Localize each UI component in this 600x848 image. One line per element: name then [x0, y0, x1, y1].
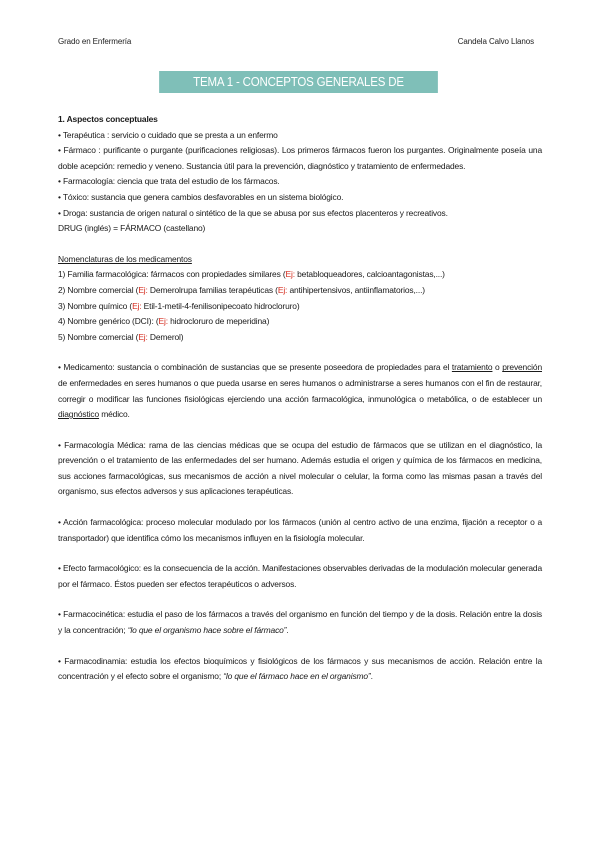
- example-label: Ej:: [138, 331, 148, 342]
- def-farmaco: • Fármaco : purificante o purgante (purificaciones religiosas). Los primeros fármacos fueron los purgantes. Originalmente poseía una doble acepción: remedio y veneno. Sustancia útil para la prevención, diagnóstico y tratamiento de enfermedades.: [58, 145, 542, 171]
- header-course: Grado en Enfermería: [58, 37, 132, 46]
- example-label: Ej:: [158, 316, 168, 327]
- def-farmacocinetica: • Farmacocinética: estudia el paso de los fármacos a través del organismo en función del tiempo y de la dosis. Relación entre la dosis y la concentración; “lo que el organismo hace sobre el fármaco”.: [58, 609, 542, 636]
- nomenclature-item: 5) Nombre comercial (Ej: Demerol): [58, 331, 184, 342]
- example-label: Ej:: [132, 300, 142, 311]
- def-medicamento: • Medicamento: sustancia o combinación de sustancias que se presente poseedora de propiedades para el tratamiento o prevención de enfermedades en seres humanos o que pueda usarse en seres humanos o administrarse a seres humanos con el fin de restaurar, corregir o modificar las funciones fisiológicas ejerciendo una acción farmacológica, inmunológica o metabólica, o de establecer un diagnóstico médico.: [58, 362, 542, 420]
- drug-translation: DRUG (inglés) = FÁRMACO (castellano): [58, 223, 206, 234]
- def-toxico: • Tóxico: sustancia que genera cambios desfavorables en un sistema biológico.: [58, 191, 344, 202]
- def-terapeutica: • Terapéutica : servicio o cuidado que se presta a un enfermo: [58, 129, 278, 140]
- nomenclature-item: 3) Nombre químico (Ej: Etil-1-metil-4-fenilisonipecoato hidrocloruro): [58, 300, 300, 311]
- nomenclature-item: 4) Nombre genérico (DCI): (Ej: hidrocloruro de meperidina): [58, 316, 270, 327]
- header-author: Candela Calvo Llanos: [457, 37, 534, 46]
- nomenclature-title: Nomenclaturas de los medicamentos: [58, 253, 192, 264]
- def-droga: • Droga: sustancia de origen natural o sintético de la que se abusa por sus efectos placenteros y recreativos.: [58, 207, 448, 218]
- section-title: 1. Aspectos conceptuales: [58, 114, 158, 124]
- def-farmacodinamia: • Farmacodinamia: estudia los efectos bioquímicos y fisiológicos de los fármacos y sus mecanismos de acción. Relación entre la concentración y el efecto sobre el organismo; “lo que el fármaco hace en el organismo”.: [58, 655, 542, 682]
- example-label: Ej:: [277, 284, 288, 295]
- nomenclature-item: 2) Nombre comercial (Ej: Demerolrupa familias terapéuticas (Ej: antihipertensivos, antiinflamatorios,...): [58, 284, 425, 295]
- def-farmacologia: • Farmacología: ciencia que trata del estudio de los fármacos.: [58, 176, 280, 187]
- document-body: [58, 112, 542, 685]
- def-efecto-farmacologico: • Efecto farmacológico: es la consecuencia de la acción. Manifestaciones observables derivadas de la modulación molecular generada por el fármaco. Éstos pueden ser efectos terapéuticos o adversos.: [58, 563, 542, 589]
- nomenclature-item: 1) Familia farmacológica: fármacos con propiedades similares (Ej: betabloqueadores, calcioantagonistas,...): [58, 269, 445, 280]
- topic-banner: TEMA 1 - CONCEPTOS GENERALES DE FARMACOLOGÍA: [159, 71, 438, 93]
- example-label: Ej:: [285, 269, 295, 280]
- def-farmacologia-medica: • Farmacología Médica: rama de las ciencias médicas que se ocupa del estudio de fármacos que se utilizan en el diagnóstico, la prevención o el tratamiento de las enfermedades del ser humano. Además estudia el origen y química de los fármacos en medicina, sus acciones farmacológicas, sus mecanismos de acción a nivel molecular o celular, la forma como las mismas pasan a través del organismo, sus efectos adversos y sus aplicaciones terapéuticas.: [58, 439, 542, 497]
- def-accion-farmacologica: • Acción farmacológica: proceso molecular modulado por los fármacos (unión al centro activo de una enzima, fijación a receptor o a transportador) que identifica cómo los mecanismos influyen en la fisiología molecular.: [58, 517, 542, 543]
- example-label: Ej:: [138, 284, 148, 295]
